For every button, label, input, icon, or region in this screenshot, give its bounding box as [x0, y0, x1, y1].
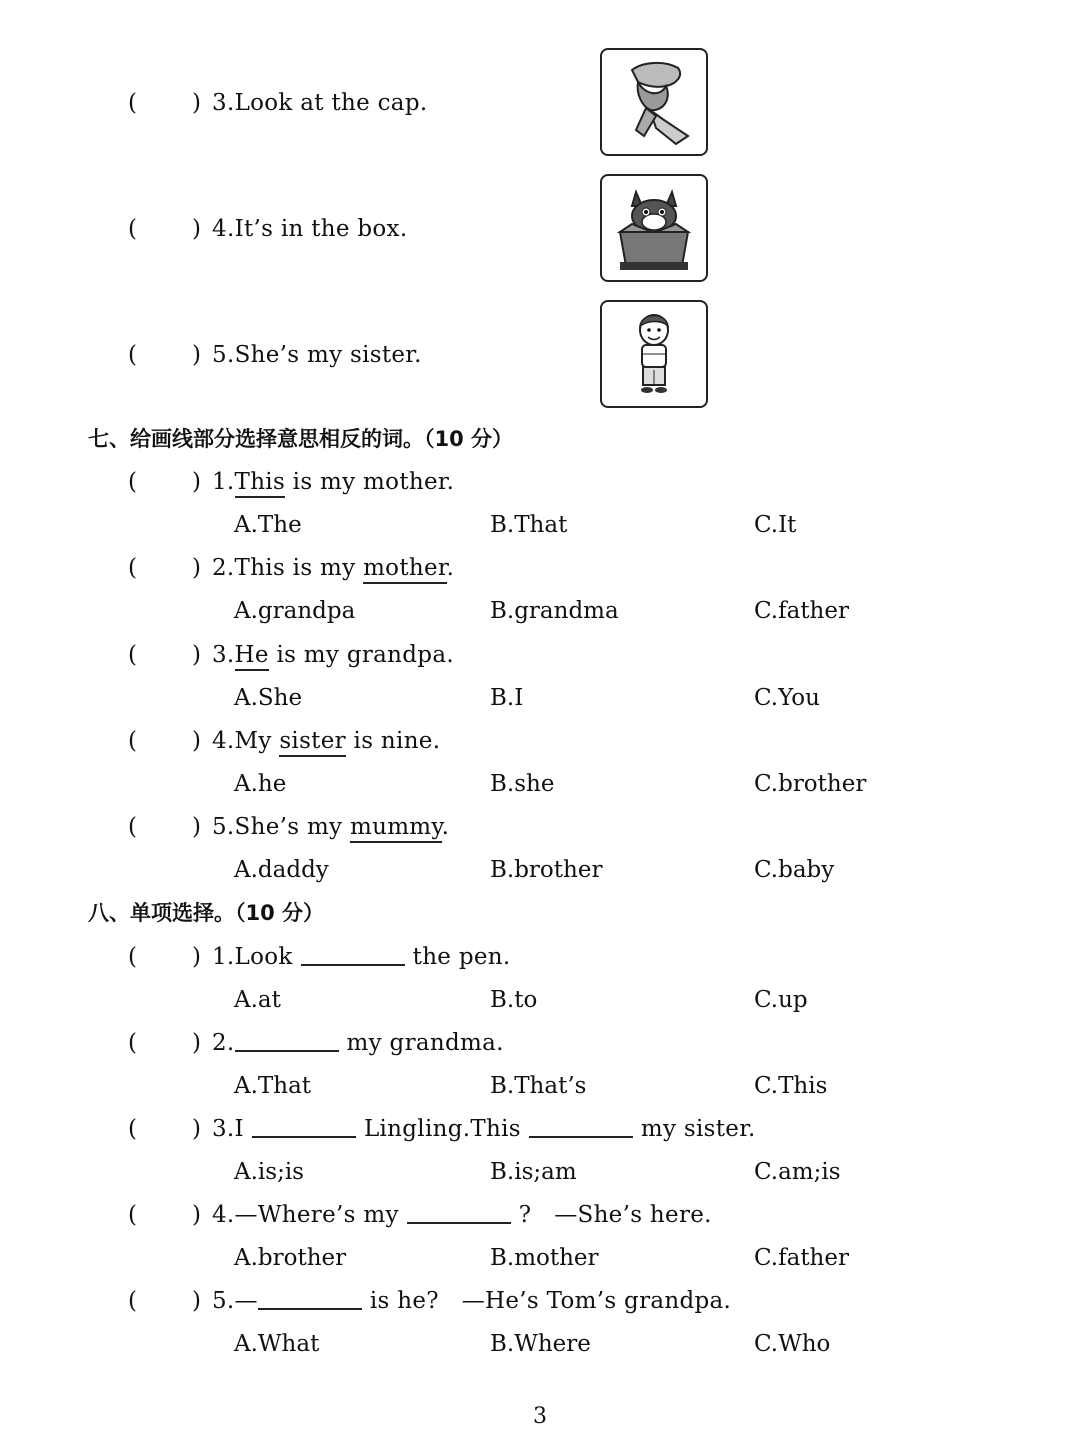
section-7-question-4: ( ) 4.My sister is nine.	[0, 726, 1000, 756]
option-a[interactable]: A.The	[234, 512, 302, 538]
question-text: Look at the cap.	[234, 90, 428, 116]
section-8-question-4: ( ) 4.—Where’s my ? —She’s here.	[128, 1202, 712, 1228]
underlined-word: This	[235, 469, 286, 498]
answer-paren-right: )	[192, 728, 202, 754]
section-7-question-5: ( ) 5.She’s my mummy.	[0, 812, 1000, 842]
section-7-question-3: ( ) 3.He is my grandpa.	[0, 640, 1000, 670]
question-number: 5.	[212, 1288, 235, 1314]
answer-paren-left[interactable]: (	[128, 814, 138, 840]
option-a[interactable]: A.he	[234, 771, 287, 797]
option-c[interactable]: C.father	[754, 598, 849, 624]
underlined-word: mummy	[350, 814, 442, 843]
option-a[interactable]: A.grandpa	[234, 598, 356, 624]
cat-in-box-icon	[600, 174, 708, 282]
underlined-word: mother	[363, 555, 447, 584]
answer-paren-left[interactable]: (	[128, 342, 138, 368]
option-b[interactable]: B.is;am	[490, 1159, 577, 1185]
question-number: 3	[212, 90, 227, 116]
section-8-question-1: ( ) 1.Look the pen.	[128, 944, 511, 970]
answer-paren-right: )	[192, 1288, 202, 1314]
question-number: 4.	[212, 728, 235, 754]
answer-paren-left[interactable]: (	[128, 1116, 138, 1142]
option-c[interactable]: C.brother	[754, 771, 867, 797]
answer-paren-right: )	[192, 944, 202, 970]
answer-blank[interactable]	[258, 1288, 362, 1310]
question-text: She’s my sister.	[234, 342, 422, 368]
answer-paren-left[interactable]: (	[128, 90, 138, 116]
answer-paren-right: )	[192, 555, 202, 581]
option-c[interactable]: C.This	[754, 1073, 828, 1099]
section-7-heading: 七、给画线部分选择意思相反的词。（10 分）	[88, 427, 514, 451]
option-b[interactable]: B.to	[490, 987, 538, 1013]
question-text: It’s in the box.	[234, 216, 408, 242]
answer-paren-left[interactable]: (	[128, 216, 138, 242]
boy-icon	[600, 300, 708, 408]
option-c[interactable]: C.up	[754, 987, 808, 1013]
question-number: 3.	[212, 1116, 235, 1142]
option-b[interactable]: B.That’s	[490, 1073, 587, 1099]
option-a[interactable]: A.She	[234, 685, 303, 711]
answer-paren-right: )	[192, 90, 202, 116]
option-b[interactable]: B.I	[490, 685, 524, 711]
option-a[interactable]: A.is;is	[234, 1159, 304, 1185]
option-a[interactable]: A.brother	[234, 1245, 347, 1271]
option-b[interactable]: B.mother	[490, 1245, 599, 1271]
underlined-word: sister	[279, 728, 346, 757]
option-a[interactable]: A.daddy	[234, 857, 329, 883]
answer-paren-left[interactable]: (	[128, 469, 138, 495]
answer-paren-right: )	[192, 1202, 202, 1228]
answer-paren-left[interactable]: (	[128, 1202, 138, 1228]
page-number: 3	[533, 1404, 547, 1429]
section-7-question-2: ( ) 2.This is my mother.	[0, 553, 1000, 583]
answer-paren-right: )	[192, 342, 202, 368]
answer-blank[interactable]	[529, 1116, 633, 1138]
option-c[interactable]: C.am;is	[754, 1159, 841, 1185]
answer-paren-right: )	[192, 1116, 202, 1142]
section-8-heading: 八、单项选择。（10 分）	[88, 901, 325, 925]
answer-paren-right: )	[192, 814, 202, 840]
option-c[interactable]: C.Who	[754, 1331, 831, 1357]
question-number: 4.	[212, 1202, 235, 1228]
answer-paren-left[interactable]: (	[128, 642, 138, 668]
answer-blank[interactable]	[301, 944, 405, 966]
match-item-3: ( ) 3.Look at the cap.	[128, 90, 428, 116]
answer-paren-right: )	[192, 642, 202, 668]
option-b[interactable]: B.grandma	[490, 598, 619, 624]
section-8-question-3: ( ) 3.I Lingling.This my sister.	[128, 1116, 756, 1142]
option-b[interactable]: B.Where	[490, 1331, 591, 1357]
answer-blank[interactable]	[235, 1030, 339, 1052]
option-a[interactable]: A.That	[234, 1073, 312, 1099]
question-number: 5	[212, 342, 227, 368]
answer-paren-left[interactable]: (	[128, 1288, 138, 1314]
question-number: 2.	[212, 555, 235, 581]
section-8-question-2: ( ) 2. my grandma.	[128, 1030, 504, 1056]
match-item-4: ( ) 4.It’s in the box.	[128, 216, 408, 242]
underlined-word: He	[235, 642, 269, 671]
option-a[interactable]: A.at	[234, 987, 281, 1013]
answer-paren-right: )	[192, 469, 202, 495]
match-item-5: ( ) 5.She’s my sister.	[128, 342, 422, 368]
option-c[interactable]: C.You	[754, 685, 820, 711]
question-number: 2.	[212, 1030, 235, 1056]
question-number: 1.	[212, 469, 235, 495]
section-8-question-5: ( ) 5.— is he? —He’s Tom’s grandpa.	[128, 1288, 732, 1314]
option-c[interactable]: C.father	[754, 1245, 849, 1271]
answer-blank[interactable]	[252, 1116, 356, 1138]
answer-paren-left[interactable]: (	[128, 1030, 138, 1056]
question-number: 1.	[212, 944, 235, 970]
answer-paren-right: )	[192, 216, 202, 242]
option-a[interactable]: A.What	[234, 1331, 320, 1357]
answer-paren-left[interactable]: (	[128, 728, 138, 754]
answer-paren-right: )	[192, 1030, 202, 1056]
option-b[interactable]: B.brother	[490, 857, 603, 883]
section-7-question-1: ( ) 1.This is my mother.	[0, 467, 1000, 497]
answer-paren-left[interactable]: (	[128, 555, 138, 581]
answer-blank[interactable]	[407, 1202, 511, 1224]
option-b[interactable]: B.she	[490, 771, 555, 797]
option-b[interactable]: B.That	[490, 512, 568, 538]
question-number: 3.	[212, 642, 235, 668]
question-number: 5.	[212, 814, 235, 840]
scarf-icon	[600, 48, 708, 156]
question-number: 4	[212, 216, 227, 242]
option-c[interactable]: C.baby	[754, 857, 835, 883]
option-c[interactable]: C.It	[754, 512, 797, 538]
answer-paren-left[interactable]: (	[128, 944, 138, 970]
